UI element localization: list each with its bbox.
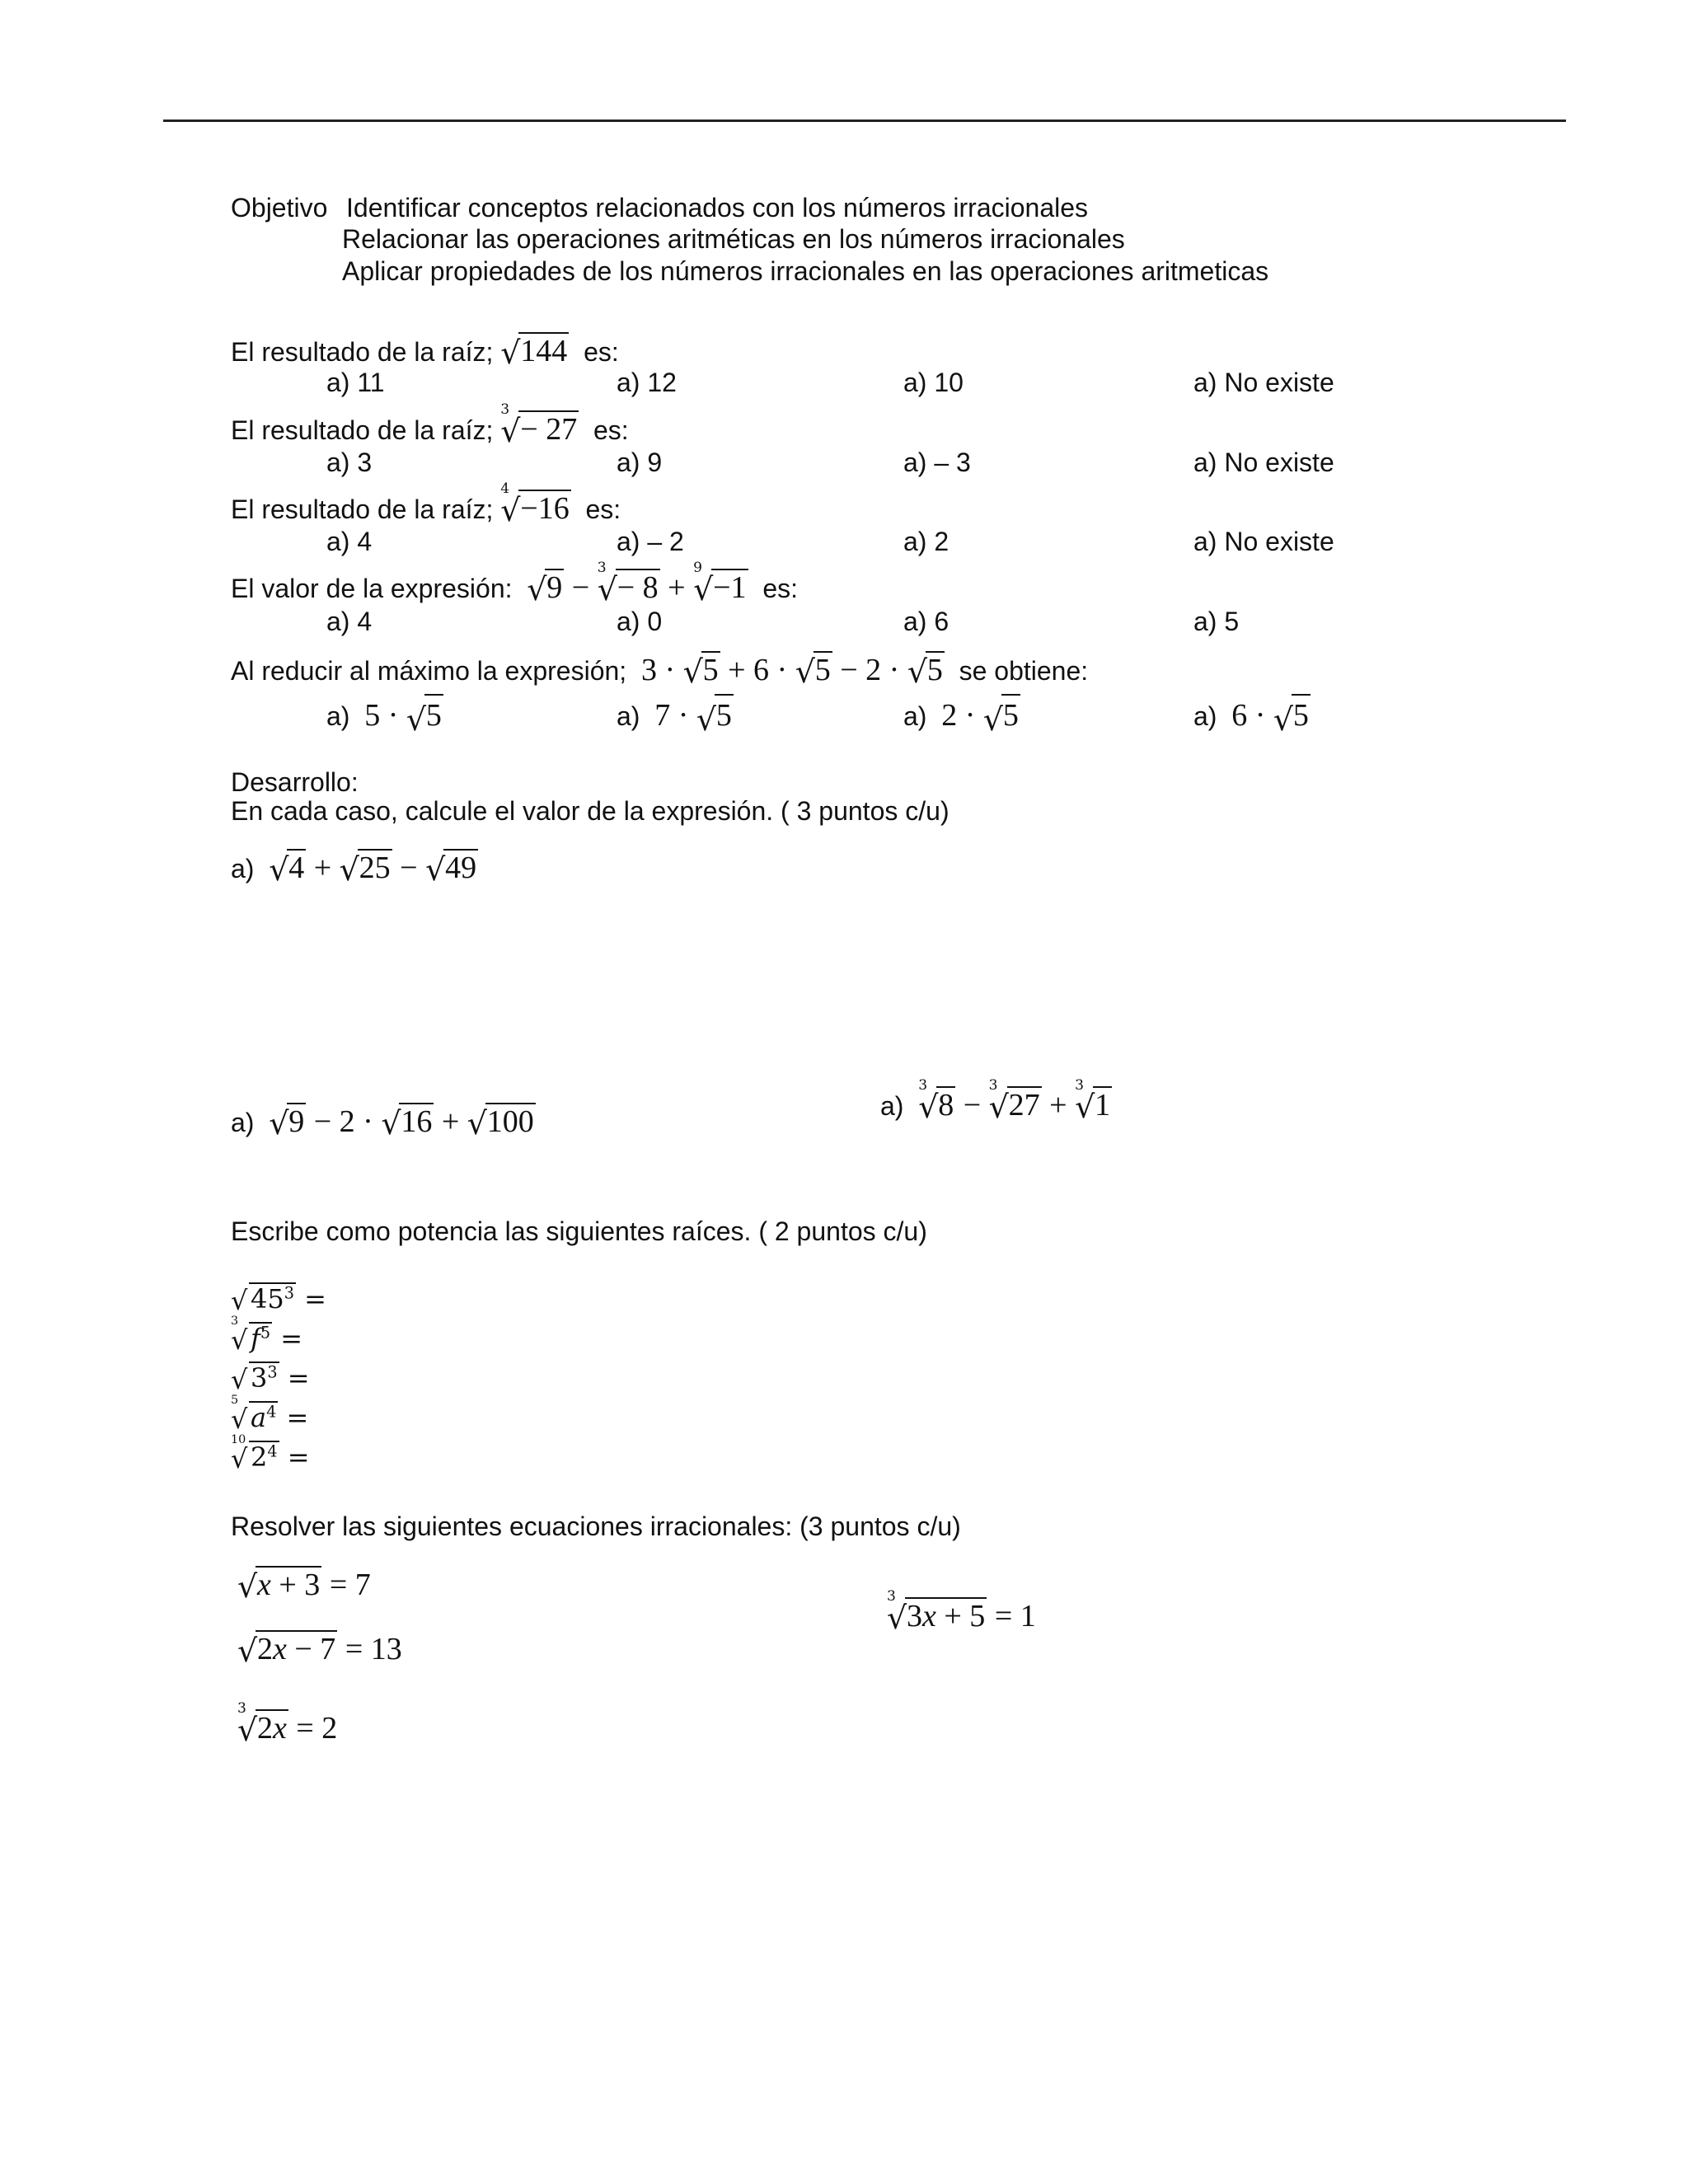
question-5-suffix: se obtiene: bbox=[959, 656, 1089, 686]
objective-line-3: Aplicar propiedades de los números irracionales en las operaciones aritmeticas bbox=[342, 256, 1269, 286]
option[interactable]: a) 4 bbox=[326, 607, 373, 636]
question-2 bbox=[231, 401, 629, 449]
development-item-3: a) 3 √ 8 − 3 √ 27 + 3 √ 1 bbox=[880, 1076, 1111, 1125]
option[interactable]: a) No existe bbox=[1193, 368, 1334, 397]
objective-line-2: Relacionar las operaciones aritméticas en los números irracionales bbox=[342, 224, 1125, 254]
question-4-prefix: El valor de la expresión: bbox=[231, 574, 513, 603]
question-5-expression: 3 · √ 5 + 6 · √ 5 − 2 · √ 5 bbox=[640, 653, 943, 690]
question-2-suffix: es: bbox=[593, 415, 629, 445]
option[interactable]: a) 4 bbox=[326, 527, 373, 556]
question-3-options bbox=[0, 527, 1688, 560]
equation-1: √ x + 3 = 7 bbox=[237, 1568, 371, 1605]
equations-instruction: Resolver las siguientes ecuaciones irracionales: (3 puntos c/u) bbox=[231, 1511, 961, 1541]
objective-label: Objetivo bbox=[231, 193, 328, 223]
option[interactable]: a) – 3 bbox=[903, 448, 971, 477]
power-item-5: 10 √ $2^4$ = bbox=[231, 1433, 310, 1474]
question-3-suffix: es: bbox=[585, 494, 621, 524]
option[interactable]: a) 5 bbox=[1193, 607, 1240, 636]
power-item-3: √ $3^3$ = bbox=[231, 1362, 310, 1395]
question-1 bbox=[231, 332, 619, 371]
question-4-options bbox=[0, 607, 1688, 640]
option[interactable]: a) 6 bbox=[903, 607, 950, 636]
option[interactable]: a) 11 bbox=[326, 368, 385, 397]
option[interactable]: a) – 2 bbox=[617, 527, 684, 556]
question-1-radical: √ 144 bbox=[500, 334, 568, 371]
option[interactable]: a) 12 bbox=[617, 368, 677, 397]
option[interactable]: a) 2 · √ 5 bbox=[903, 694, 1020, 733]
power-item-4: 5 √ $a^4$ = bbox=[231, 1394, 309, 1435]
question-5-options bbox=[0, 694, 1688, 738]
option[interactable]: a) 9 bbox=[617, 448, 663, 477]
question-4-expression: √ 9 − 3 √ − 8 + 9 √ −1 bbox=[527, 559, 747, 607]
equation-2: √ 2x − 7 = 13 bbox=[237, 1632, 402, 1669]
power-item-2: 3 √ $f^5$ = bbox=[231, 1315, 303, 1356]
option[interactable]: a) 7 · √ 5 bbox=[617, 694, 734, 733]
option[interactable]: a) 5 · √ 5 bbox=[326, 694, 443, 733]
powers-instruction: Escribe como potencia las siguientes raíces. ( 2 puntos c/u) bbox=[231, 1216, 927, 1246]
development-instruction: En cada caso, calcule el valor de la expresión. ( 3 puntos c/u) bbox=[231, 796, 950, 826]
option[interactable]: a) 2 bbox=[903, 527, 950, 556]
option[interactable]: a) 0 bbox=[617, 607, 663, 636]
question-1-prefix: El resultado de la raíz; bbox=[231, 337, 494, 367]
power-item-1: √ $45^3$ = bbox=[231, 1283, 326, 1316]
top-rule bbox=[163, 120, 1566, 122]
option[interactable]: a) 10 bbox=[903, 368, 964, 397]
question-2-prefix: El resultado de la raíz; bbox=[231, 415, 494, 445]
question-3-prefix: El resultado de la raíz; bbox=[231, 494, 494, 524]
equation-3: 3 √ 2x = 2 bbox=[237, 1699, 338, 1748]
question-1-suffix: es: bbox=[584, 337, 619, 367]
question-4 bbox=[231, 559, 799, 607]
objective-line-1: Identificar conceptos relacionados con los números irracionales bbox=[346, 193, 1089, 223]
option[interactable]: a) No existe bbox=[1193, 527, 1334, 556]
question-2-radical: 3 √ − 27 bbox=[500, 401, 578, 449]
development-item-1: a) √ 4 + √ 25 − √ 49 bbox=[231, 851, 477, 888]
question-5 bbox=[231, 651, 1089, 690]
option[interactable]: a) 6 · √ 5 bbox=[1193, 694, 1311, 733]
development-title: Desarrollo: bbox=[231, 767, 359, 797]
question-3 bbox=[231, 480, 621, 528]
option[interactable]: a) 3 bbox=[326, 448, 373, 477]
development-item-2: a) √ 9 − 2 · √ 16 + √ 100 bbox=[231, 1104, 534, 1141]
equation-4: 3 √ 3x + 5 = 1 bbox=[887, 1587, 1036, 1636]
question-2-options bbox=[0, 448, 1688, 480]
question-1-options bbox=[0, 368, 1688, 401]
question-5-prefix: Al reducir al máximo la expresión; bbox=[231, 656, 627, 686]
question-3-radical: 4 √ −16 bbox=[500, 480, 570, 528]
question-4-suffix: es: bbox=[762, 574, 799, 603]
option[interactable]: a) No existe bbox=[1193, 448, 1334, 477]
